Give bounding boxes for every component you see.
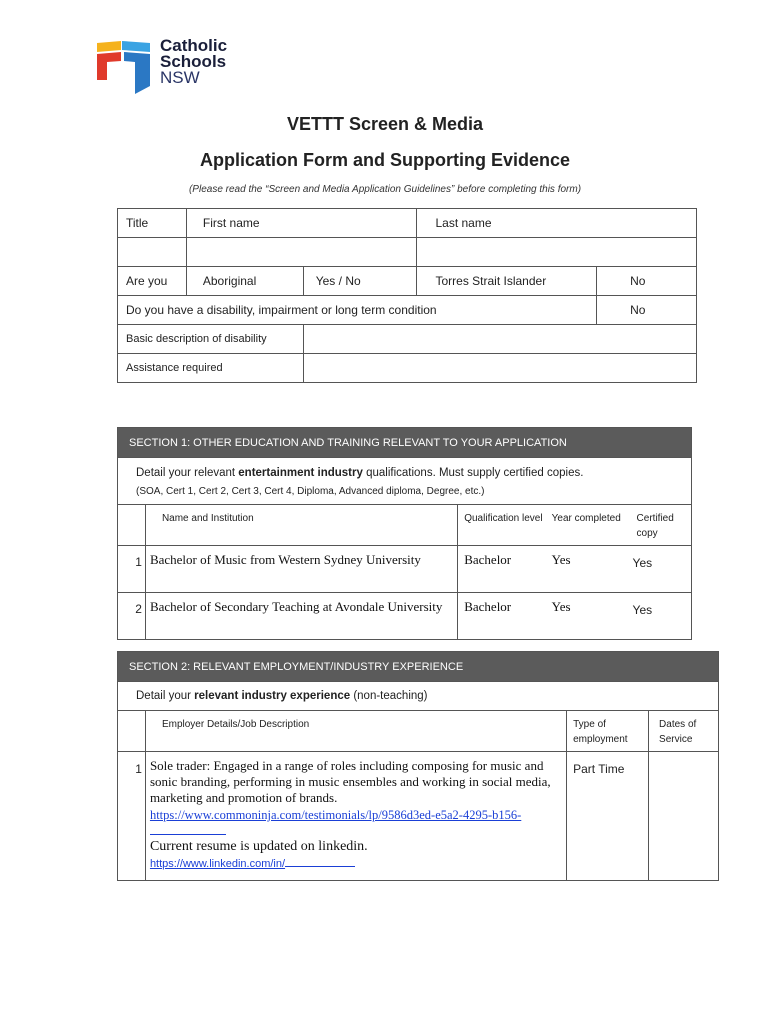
testimonials-link[interactable]: https://www.commoninja.com/testimonials/lp/9586d3ed-e5a2-4295-b156- bbox=[149, 808, 522, 822]
aboriginal-label: Aboriginal bbox=[186, 267, 303, 296]
col-name-institution: Name and Institution bbox=[145, 505, 457, 546]
logo-line-3: NSW bbox=[160, 68, 200, 87]
row1-qualification-level[interactable]: Bachelor bbox=[458, 546, 544, 593]
section1-table bbox=[117, 427, 692, 640]
disability-field[interactable]: No bbox=[597, 296, 697, 325]
col-certified-copy: Certified copy bbox=[629, 505, 692, 546]
section2-detail-pre: Detail your bbox=[136, 690, 195, 702]
col-type-employment: Type of employment bbox=[567, 711, 649, 752]
linkedin-link-text[interactable]: https://www.linkedin.com/in/ bbox=[149, 858, 286, 870]
tsi-label: Torres Strait Islander bbox=[417, 267, 597, 296]
row2-year-completed[interactable]: Yes bbox=[544, 593, 629, 640]
section2-detail-bold: relevant industry experience bbox=[194, 690, 351, 702]
form-instructions: (Please read the “Screen and Media Application Guidelines” before completing this form) bbox=[188, 184, 582, 195]
section2-table bbox=[117, 651, 719, 881]
section1-detail-examples: (SOA, Cert 1, Cert 2, Cert 3, Cert 4, Diploma, Advanced diploma, Degree, etc.) bbox=[136, 486, 485, 497]
col-qualification-level: Qualification level bbox=[458, 505, 544, 546]
section1-detail-pre: Detail your relevant bbox=[136, 467, 239, 479]
first-name-field[interactable] bbox=[186, 238, 417, 267]
aboriginal-field[interactable]: Yes / No bbox=[303, 267, 417, 296]
last-name-label: Last name bbox=[417, 209, 697, 238]
row2-qualification-level[interactable]: Bachelor bbox=[458, 593, 544, 640]
are-you-label: Are you bbox=[118, 267, 187, 296]
logo-wordmark bbox=[160, 38, 227, 86]
form-subtitle-heading: Application Form and Supporting Evidence bbox=[199, 150, 571, 170]
assistance-label: Assistance required bbox=[118, 354, 304, 383]
disability-label: Do you have a disability, impairment or long term condition bbox=[118, 296, 597, 325]
last-name-field[interactable] bbox=[417, 238, 697, 267]
resume-note: Current resume is updated on linkedin. bbox=[149, 839, 368, 854]
exp-row1-description-cell[interactable] bbox=[145, 752, 566, 881]
row1-certified-copy[interactable]: Yes bbox=[629, 546, 692, 593]
row2-number: 2 bbox=[118, 593, 146, 640]
assistance-field[interactable] bbox=[303, 354, 696, 383]
section1-heading: SECTION 1: OTHER EDUCATION AND TRAINING RELEVANT TO YOUR APPLICATION bbox=[118, 428, 692, 458]
section1-instructions bbox=[118, 458, 692, 505]
exp-row1-type[interactable]: Part Time bbox=[567, 752, 649, 881]
logo-line-2: Schools bbox=[160, 52, 227, 71]
disability-description-label: Basic description of disability bbox=[118, 325, 304, 354]
logo-line-1: Catholic bbox=[160, 36, 228, 55]
col-dates-service: Dates of Service bbox=[649, 711, 719, 752]
section2-instructions bbox=[118, 682, 719, 711]
title-field[interactable] bbox=[118, 238, 187, 267]
row2-name-institution[interactable]: Bachelor of Secondary Teaching at Avondale University bbox=[145, 593, 457, 640]
section2-heading: SECTION 2: RELEVANT EMPLOYMENT/INDUSTRY EXPERIENCE bbox=[118, 652, 719, 682]
col-year-completed: Year completed bbox=[544, 505, 629, 546]
linkedin-link[interactable] bbox=[150, 857, 562, 871]
form-title: VETTT Screen & Media bbox=[286, 114, 484, 134]
section1-detail-post: qualifications. Must supply certified copies. bbox=[362, 467, 584, 479]
row1-name-institution[interactable]: Bachelor of Music from Western Sydney University bbox=[145, 546, 457, 593]
exp-row1-number: 1 bbox=[118, 752, 146, 881]
exp-row1-description: Sole trader: Engaged in a range of roles including composing for music and sonic branding, performing in music ensembles and working in social media, marketing and promotion of brands. bbox=[149, 758, 551, 805]
tsi-field[interactable]: No bbox=[597, 267, 697, 296]
row1-number: 1 bbox=[118, 546, 146, 593]
section1-detail-bold: entertainment industry bbox=[238, 467, 363, 479]
personal-details-table bbox=[117, 208, 697, 383]
row2-certified-copy[interactable]: Yes bbox=[629, 593, 692, 640]
row1-year-completed[interactable]: Yes bbox=[544, 546, 629, 593]
title-label: Title bbox=[118, 209, 187, 238]
section2-detail-post: (non-teaching) bbox=[350, 690, 428, 702]
exp-row1-dates[interactable] bbox=[649, 752, 719, 881]
col-employer-details: Employer Details/Job Description bbox=[145, 711, 566, 752]
disability-description-field[interactable] bbox=[303, 325, 696, 354]
first-name-label: First name bbox=[186, 209, 417, 238]
